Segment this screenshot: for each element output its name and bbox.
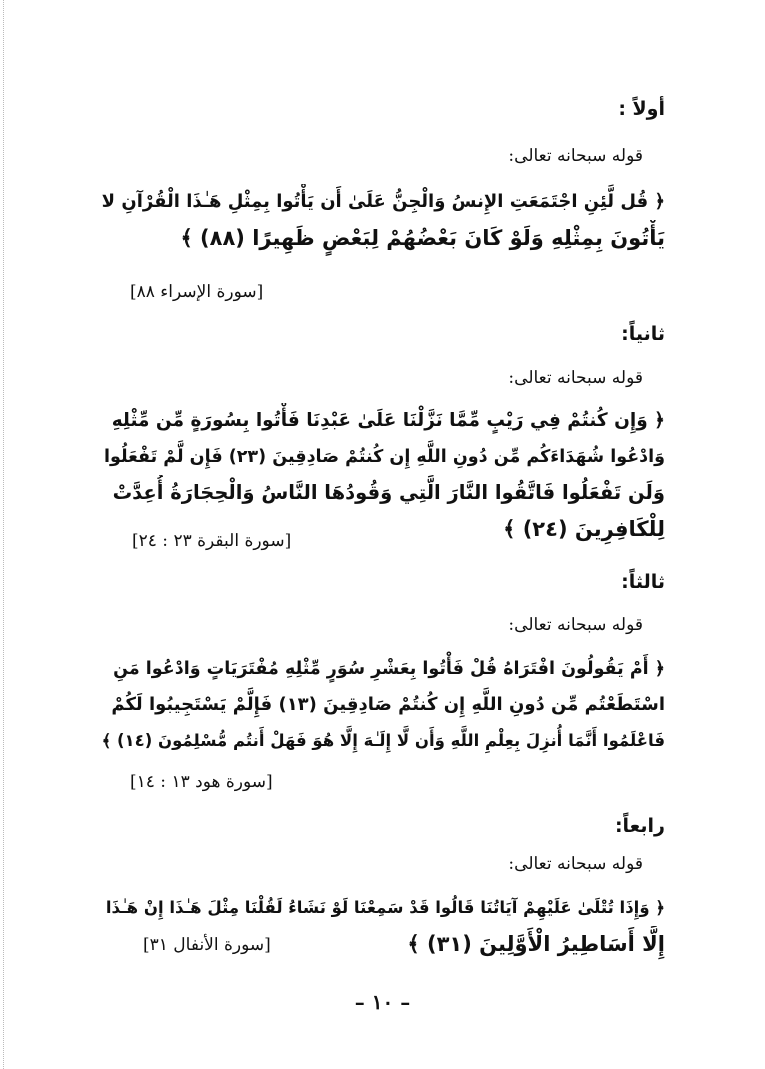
section-3-verse [100, 651, 665, 759]
scan-edge-dotted-line [3, 0, 4, 1069]
section-4-reference: [سورة الأنفال ٣١] [143, 935, 271, 955]
section-2-verse [100, 403, 665, 547]
section-3-reference: [سورة هود ١٣ : ١٤] [130, 772, 273, 792]
verse-line: إِلَّا أَسَاطِيرُ الْأَوَّلِينَ (٣١) ﴾ [407, 932, 665, 956]
section-1-reference: [سورة الإسراء ٨٨] [130, 282, 264, 302]
section-3-heading: ثالثاً: [621, 571, 665, 593]
verse-line: فَاعْلَمُوا أَنَّمَا أُنزِلَ بِعِلْمِ اللَّهِ وَأَن لَّا إِلَـٰهَ إِلَّا هُوَ فَهَلْ أَنتُم مُّسْلِمُونَ (١٤) ﴾ [101, 731, 665, 750]
section-4-intro: قوله سبحانه تعالى: [508, 854, 643, 874]
verse-line: وَلَن تَفْعَلُوا فَاتَّقُوا النَّارَ الَّتِي وَقُودُهَا النَّاسُ وَالْحِجَارَةُ أُعِدَّتْ [112, 481, 665, 504]
verse-line: ﴿ قُل لَّئِنِ اجْتَمَعَتِ الإِنسُ وَالْجِنُّ عَلَىٰ أَن يَأْتُوا بِمِثْلِ هَـٰذَا الْقُرْآنِ لا [101, 191, 665, 212]
verse-line: ﴿ وَإِذَا تُتْلَىٰ عَلَيْهِمْ آيَاتُنَا قَالُوا قَدْ سَمِعْنَا لَوْ نَشَاءُ لَقُلْنَا مِثْلَ هَـٰذَا إِنْ هَـٰذَا [105, 898, 665, 917]
section-2-reference: [سورة البقرة ٢٣ : ٢٤] [132, 531, 292, 551]
section-1-heading: أولاً : [618, 98, 665, 120]
section-1-verse [100, 184, 665, 256]
verse-line: يَأْتُونَ بِمِثْلِهِ وَلَوْ كَانَ بَعْضُهُمْ لِبَعْضٍ ظَهِيرًا (٨٨) ﴾ [180, 226, 665, 250]
verse-line: لِلْكَافِرِينَ (٢٤) ﴾ [503, 517, 665, 541]
section-4-heading: رابعاً: [614, 815, 665, 837]
page-number: – ١٠ – [354, 990, 411, 1014]
section-1-intro: قوله سبحانه تعالى: [508, 146, 643, 166]
section-3-intro: قوله سبحانه تعالى: [508, 615, 643, 635]
verse-line: اسْتَطَعْتُم مِّن دُونِ اللَّهِ إِن كُنتُمْ صَادِقِينَ (١٣) فَإِلَّمْ يَسْتَجِيبُوا لَكُمْ [111, 694, 665, 715]
verse-line: ﴿ وَإِن كُنتُمْ فِي رَيْبٍ مِّمَّا نَزَّلْنَا عَلَىٰ عَبْدِنَا فَأْتُوا بِسُورَةٍ مِّن مِّثْلِهِ [111, 410, 665, 431]
verse-line: ﴿ أَمْ يَقُولُونَ افْتَرَاهُ قُلْ فَأْتُوا بِعَشْرِ سُوَرٍ مِّثْلِهِ مُفْتَرَيَاتٍ وَادْعُوا مَنِ [113, 659, 665, 679]
verse-line: وَادْعُوا شُهَدَاءَكُم مِّن دُونِ اللَّهِ إِن كُنتُمْ صَادِقِينَ (٢٣) فَإِن لَّمْ تَفْعَلُوا [104, 447, 665, 467]
section-2-intro: قوله سبحانه تعالى: [508, 368, 643, 388]
section-2-heading: ثانياً: [621, 323, 665, 345]
